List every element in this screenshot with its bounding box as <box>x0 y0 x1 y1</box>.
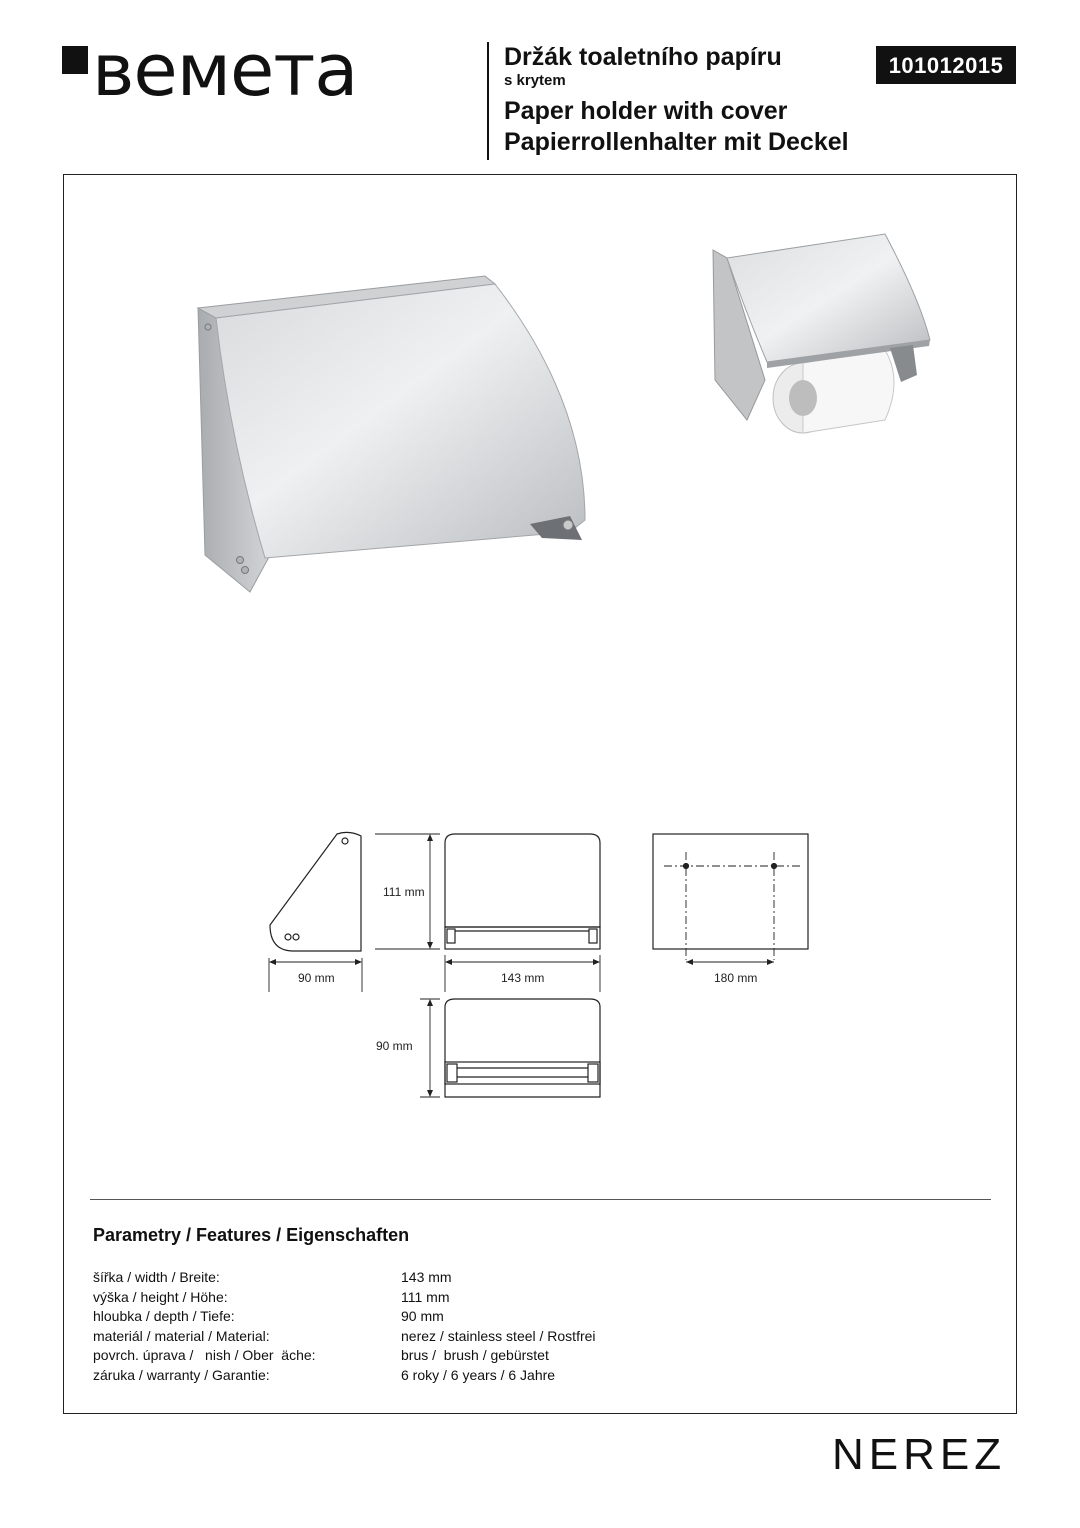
feature-value-material: nerez / stainless steel / Rostfrei <box>401 1328 596 1344</box>
technical-drawings <box>255 820 835 1110</box>
feature-label-finish: povrch. úprava / nish / Ober äche: <box>93 1347 316 1363</box>
dimension-mount-label: 180 mm <box>714 971 758 985</box>
dimension-width-label: 143 mm <box>501 971 545 985</box>
features-divider <box>90 1199 991 1200</box>
product-subtitle-cz: s krytem <box>504 72 566 89</box>
feature-value-warranty: 6 roky / 6 years / 6 Jahre <box>401 1367 556 1383</box>
feature-value-height: 111 mm <box>401 1289 450 1305</box>
product-code-badge: 101012015 <box>876 46 1016 84</box>
dimension-depth-label: 90 mm <box>298 971 335 985</box>
product-title-de: Papierrollenhalter mit Deckel <box>504 128 849 156</box>
top-view-outline <box>445 999 600 1097</box>
features-heading: Parametry / Features / Eigenschaften <box>93 1225 410 1245</box>
feature-value-finish: brus / brush / gebürstet <box>401 1347 549 1363</box>
product-photo-large <box>190 270 610 600</box>
feature-label-width: šířka / width / Breite: <box>93 1269 220 1285</box>
logo-square-mark <box>62 46 88 74</box>
feature-value-width: 143 mm <box>401 1269 452 1285</box>
side-view-outline <box>270 832 361 951</box>
product-photo-small <box>705 230 935 440</box>
product-title-en: Paper holder with cover <box>504 97 788 125</box>
feature-label-depth: hloubka / depth / Tiefe: <box>93 1308 235 1324</box>
back-view-outline <box>653 834 808 949</box>
feature-label-material: materiál / material / Material: <box>93 1328 270 1344</box>
feature-label-warranty: záruka / warranty / Garantie: <box>93 1367 270 1383</box>
header-divider <box>487 42 489 160</box>
brand-name: вемета <box>92 28 358 112</box>
dimension-depth-top-label: 90 mm <box>376 1039 413 1053</box>
feature-value-depth: 90 mm <box>401 1308 444 1324</box>
brand-logo <box>62 28 432 112</box>
dimension-height-label: 111 mm <box>383 885 425 899</box>
category-label: NEREZ <box>832 1430 1007 1479</box>
feature-label-height: výška / height / Höhe: <box>93 1289 228 1305</box>
product-title-cz: Držák toaletního papíru <box>504 43 782 71</box>
front-view-outline <box>445 834 600 927</box>
